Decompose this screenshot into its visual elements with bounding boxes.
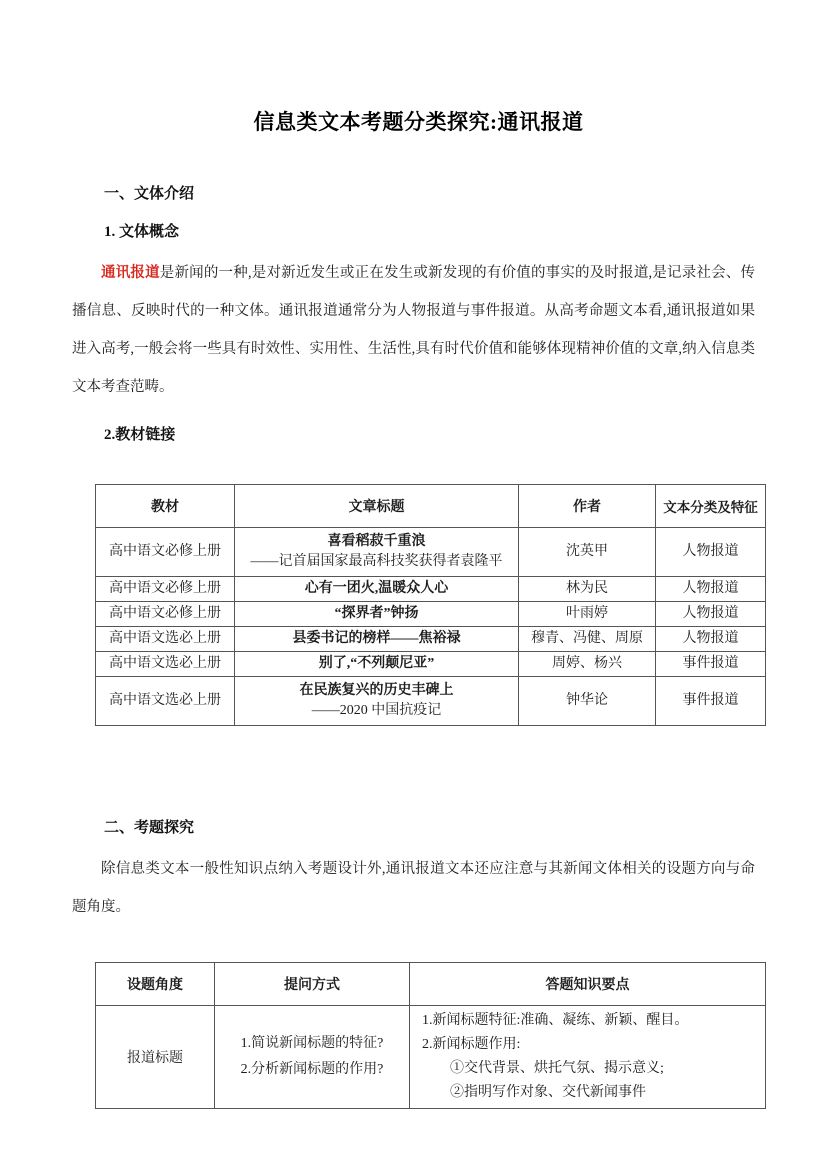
- cell-textbook: 高中语文必修上册: [96, 602, 235, 627]
- table-header-row: [96, 485, 766, 528]
- cell-article-title: 县委书记的榜样——焦裕禄: [235, 627, 519, 652]
- cell-textbook: 高中语文必修上册: [96, 577, 235, 602]
- cell-answer-points: [412, 1009, 763, 1105]
- section1-heading: 一、文体介绍: [104, 186, 195, 202]
- cell-textbook: 高中语文选必上册: [96, 677, 235, 726]
- cell-author: 穆青、冯健、周原: [519, 627, 656, 652]
- cell-questions: [241, 1031, 384, 1083]
- table-row: [96, 577, 766, 602]
- answer-point-line: ②指明写作对象、交代新闻事件: [450, 1085, 646, 1100]
- col-header-answer-points: 答题知识要点: [410, 963, 766, 1006]
- highlighted-term: 通讯报道: [101, 265, 160, 281]
- col-header-article-title: 文章标题: [235, 485, 519, 528]
- cell-category: 人物报道: [656, 528, 766, 577]
- section1-sub1-heading: 1. 文体概念: [104, 224, 180, 240]
- cell-article-title: “探界者”钟扬: [235, 602, 519, 627]
- cell-author: 周婷、杨兴: [519, 652, 656, 677]
- cell-article-subtitle: ——记首届国家最高科技奖获得者袁隆平: [250, 554, 503, 569]
- cell-author: 林为民: [519, 577, 656, 602]
- cell-article-title: 心有一团火,温暖众人心: [235, 577, 519, 602]
- cell-author: 叶雨婷: [519, 602, 656, 627]
- section1-sub2-heading: 2.教材链接: [104, 427, 176, 443]
- page-title: 信息类文本考题分类探究:通讯报道: [253, 110, 584, 134]
- section2-paragraph: 除信息类文本一般性知识点纳入考题设计外,通讯报道文本还应注意与其新闻文体相关的设题方向与命题角度。: [72, 861, 755, 915]
- col-header-question-style: 提问方式: [215, 963, 410, 1006]
- answer-point-line: ①交代背景、烘托气氛、揭示意义;: [450, 1061, 664, 1076]
- answer-point-line: 1.新闻标题特征:准确、凝练、新颖、醒目。: [422, 1013, 689, 1028]
- question-exploration-table: [95, 962, 766, 1109]
- cell-author: 沈英甲: [519, 528, 656, 577]
- intro-paragraph: [72, 254, 755, 406]
- cell-category: 事件报道: [656, 652, 766, 677]
- answer-point-line: 2.新闻标题作用:: [422, 1037, 521, 1052]
- textbook-link-table: [95, 484, 766, 726]
- question-line: 2.分析新闻标题的作用?: [240, 1062, 384, 1077]
- col-header-category: 文本分类及特征: [656, 485, 766, 528]
- table-row: [96, 627, 766, 652]
- table-row: [96, 1006, 766, 1109]
- cell-author: 钟华论: [519, 677, 656, 726]
- cell-article-title: 喜看稻菽千重浪: [327, 534, 426, 549]
- cell-textbook: 高中语文选必上册: [96, 627, 235, 652]
- cell-textbook: 高中语文必修上册: [96, 528, 235, 577]
- cell-category: 事件报道: [656, 677, 766, 726]
- table-header-row: [96, 963, 766, 1006]
- cell-category: 人物报道: [656, 602, 766, 627]
- intro-paragraph-text: 是新闻的一种,是对新近发生或正在发生或新发现的有价值的事实的及时报道,是记录社会、传播信息、反映时代的一种文体。通讯报道通常分为人物报道与事件报道。从高考命题文本看,通讯报道如果进入高考,一般会将一些具有时效性、实用性、生活性,具有时代价值和能够体现精神价值的文章,纳入信息类文本考查范畴。: [72, 265, 755, 395]
- col-header-textbook: 教材: [96, 485, 235, 528]
- table-row: [96, 602, 766, 627]
- table-row: [96, 652, 766, 677]
- cell-article-title: 别了,“不列颠尼亚”: [235, 652, 519, 677]
- cell-category: 人物报道: [656, 577, 766, 602]
- col-header-angle: 设题角度: [96, 963, 215, 1006]
- cell-angle: 报道标题: [96, 1006, 215, 1109]
- col-header-author: 作者: [519, 485, 656, 528]
- section2-heading: 二、考题探究: [104, 820, 195, 836]
- cell-article-title: 在民族复兴的历史丰碑上: [299, 683, 454, 698]
- question-line: 1.简说新闻标题的特征?: [240, 1036, 384, 1051]
- table-row: [96, 528, 766, 577]
- table-row: [96, 677, 766, 726]
- cell-article-subtitle: ——2020 中国抗疫记: [311, 703, 442, 718]
- cell-category: 人物报道: [656, 627, 766, 652]
- cell-textbook: 高中语文选必上册: [96, 652, 235, 677]
